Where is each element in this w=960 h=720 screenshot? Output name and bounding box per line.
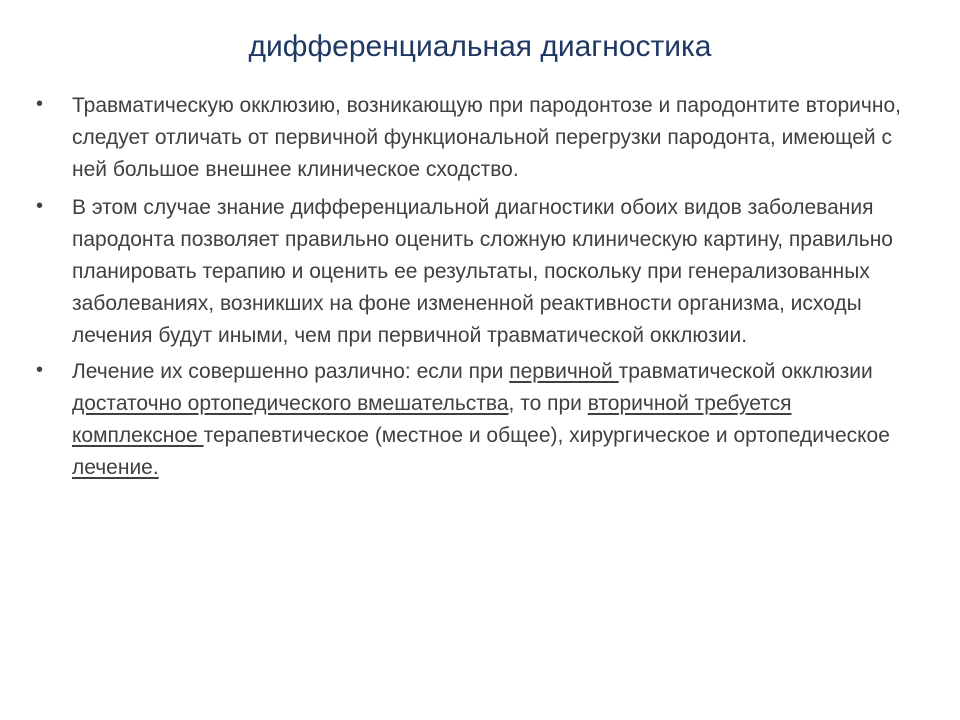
bullet-item <box>36 356 920 484</box>
bullet-list <box>36 90 920 490</box>
slide-title: дифференциальная диагностика <box>248 30 712 63</box>
bullet-text-segment: терапевтическое (местное и общее), хирургическое и ортопедическое <box>203 424 890 447</box>
bullet-item <box>36 90 920 186</box>
underlined-text: вторичной требуется комплексное <box>72 392 792 447</box>
bullet-text-segment: , то при <box>508 392 588 415</box>
underlined-text: первичной <box>509 360 619 383</box>
underlined-text: лечение. <box>72 456 159 479</box>
bullet-icon: • <box>36 359 44 381</box>
bullet-text: В этом случае знание дифференциальной диагностики обоих видов заболевания пародонта позволяет правильно оценить сложную клиническую картину, правильно планировать терапию и оценить ее результаты, поскольку при генерализованных заболеваниях, возникших на фоне измененной реактивности организма, исходы лечения будут иными, чем при первичной травматической окклюзии. <box>72 196 893 347</box>
bullet-text-segment: Лечение их совершенно различно: если при <box>72 360 510 383</box>
bullet-text-segment: травматической окклюзии <box>618 360 873 383</box>
bullet-icon: • <box>36 93 44 115</box>
bullet-item <box>36 192 920 352</box>
underlined-text: достаточно ортопедического вмешательства <box>72 392 509 415</box>
bullet-icon: • <box>36 195 44 217</box>
bullet-text: Травматическую окклюзию, возникающую при пародонтозе и пародонтите вторично, следует отличать от первичной функциональной перегрузки пародонта, имеющей с ней большое внешнее клиническое сходство. <box>72 94 901 181</box>
